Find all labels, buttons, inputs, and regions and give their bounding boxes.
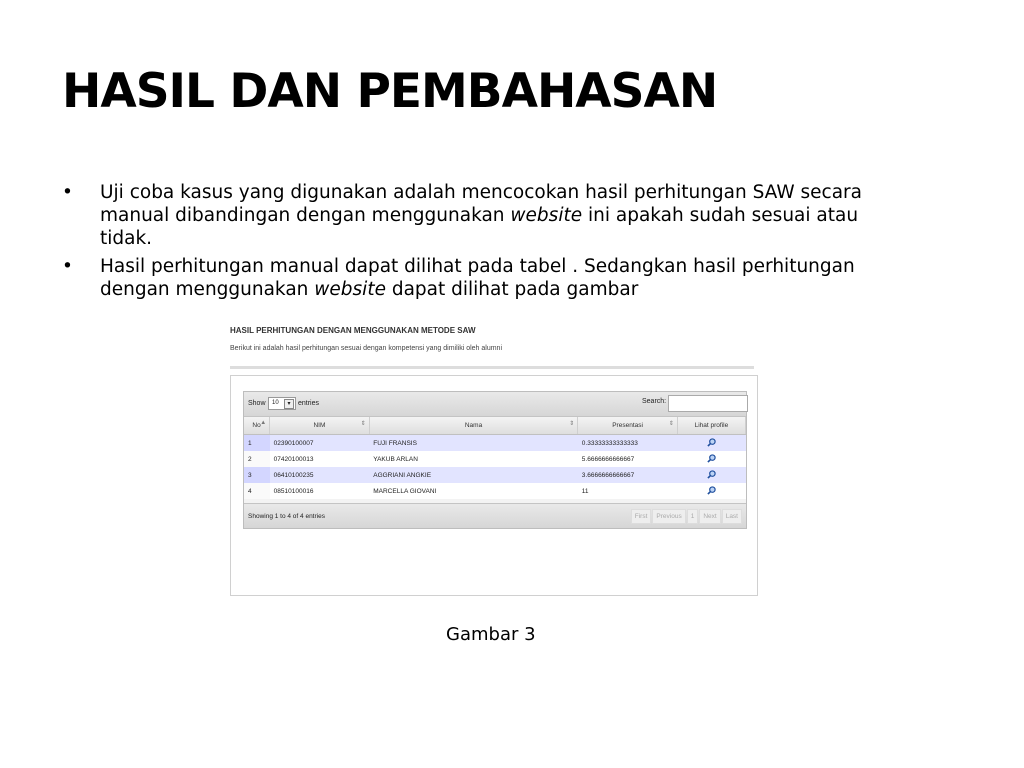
- table-footer: [244, 503, 746, 528]
- chevron-down-icon: ▾: [284, 399, 294, 409]
- bullet-emphasis: website: [510, 205, 583, 226]
- column-header-label: Presentasi: [612, 422, 643, 429]
- cell-presentasi: 5.6666666666667: [578, 451, 678, 467]
- sort-icon: ⇕: [360, 421, 366, 427]
- magnifier-icon[interactable]: [707, 454, 716, 463]
- search-input[interactable]: [668, 395, 748, 412]
- cell-profile: [677, 483, 745, 499]
- column-header-label: Nama: [464, 422, 483, 429]
- cell-no: 4: [244, 483, 270, 499]
- cell-nama: YAKUB ARLAN: [369, 451, 578, 467]
- figure-title: HASIL PERHITUNGAN DENGAN MENGGUNAKAN METODE SAW: [230, 326, 476, 335]
- cell-nim: 02390100007: [270, 435, 370, 452]
- column-header-lihat-profile[interactable]: [677, 417, 745, 435]
- sort-icon: ⇕: [668, 421, 674, 427]
- cell-nama: FUJI FRANSIS: [369, 435, 578, 452]
- results-table: [244, 417, 746, 499]
- bullet-item: [62, 255, 912, 301]
- cell-no: 1: [244, 435, 270, 452]
- cell-presentasi: 3.6666666666667: [578, 467, 678, 483]
- table-row: [244, 435, 746, 452]
- cell-nim: 06410100235: [270, 467, 370, 483]
- screenshot-figure: [228, 323, 758, 598]
- cell-nama: AGGRIANI ANGKIE: [369, 467, 578, 483]
- bullet-emphasis: website: [314, 279, 386, 300]
- bullet-clip: [62, 181, 912, 303]
- column-header-label: NIM: [313, 422, 326, 429]
- bullet-text: Hasil perhitungan manual dapat dilihat pada tabel . Sedangkan hasil perhitungan dengan menggunakan: [100, 256, 855, 300]
- bullet-text: dapat dilihat pada gambar: [385, 279, 639, 300]
- magnifier-icon[interactable]: [707, 438, 716, 447]
- bullet-text: Uji coba kasus yang digunakan adalah mencocokan hasil perhitungan SAW secara manual dibandingan dengan menggunakan: [100, 182, 862, 226]
- bullet-dot: •: [62, 182, 73, 203]
- show-label: Show: [248, 400, 266, 407]
- table-info: Showing 1 to 4 of 4 entries: [248, 513, 325, 520]
- pager-first-button[interactable]: First: [631, 509, 652, 524]
- table-toolbar: [244, 392, 746, 417]
- bullet-list: [62, 181, 912, 303]
- column-header-nama[interactable]: [369, 417, 578, 435]
- cell-profile: [677, 451, 745, 467]
- table-row: [244, 483, 746, 499]
- magnifier-icon[interactable]: [707, 486, 716, 495]
- content-panel: [230, 375, 758, 596]
- sort-icon: ⇕: [569, 421, 575, 427]
- data-table-wrapper: [243, 391, 747, 529]
- pager-next-button[interactable]: Next: [699, 509, 720, 524]
- cell-no: 3: [244, 467, 270, 483]
- pager-last-button[interactable]: Last: [722, 509, 742, 524]
- column-header-no[interactable]: [244, 417, 270, 435]
- entries-select-value: 10: [272, 400, 279, 406]
- cell-no: 2: [244, 451, 270, 467]
- search-label: Search:: [642, 398, 667, 405]
- figure-caption: Gambar 3: [446, 624, 536, 645]
- table-row: [244, 467, 746, 483]
- column-header-label: Lihat profile: [694, 422, 729, 429]
- bullet-item: [62, 181, 912, 250]
- cell-nim: 08510100016: [270, 483, 370, 499]
- cell-nama: MARCELLA GIOVANI: [369, 483, 578, 499]
- cell-profile: [677, 435, 745, 452]
- cell-profile: [677, 467, 745, 483]
- sort-asc-icon: ▲: [260, 420, 267, 426]
- cell-presentasi: 11: [578, 483, 678, 499]
- pager-previous-button[interactable]: Previous: [652, 509, 685, 524]
- cell-nim: 07420100013: [270, 451, 370, 467]
- column-header-nim[interactable]: [270, 417, 370, 435]
- table-header-row: [244, 417, 746, 435]
- column-header-presentasi[interactable]: [578, 417, 678, 435]
- bullet-dot: •: [62, 256, 73, 277]
- entries-label: entries: [298, 400, 320, 407]
- bullet-text: ini apakah sudah sesuai atau tidak.: [100, 205, 859, 249]
- entries-select[interactable]: [268, 397, 296, 410]
- slide-title: HASIL DAN PEMBAHASAN: [62, 64, 718, 119]
- magnifier-icon[interactable]: [707, 470, 716, 479]
- table-row: [244, 451, 746, 467]
- pager-page-1-button[interactable]: 1: [687, 509, 699, 524]
- column-header-label: No: [252, 422, 261, 429]
- cell-presentasi: 0.33333333333333: [578, 435, 678, 452]
- figure-subtitle: Berikut ini adalah hasil perhitungan sesuai dengan kompetensi yang dimiliki oleh alumni: [230, 345, 502, 352]
- pagination: [631, 509, 742, 524]
- divider: [230, 366, 754, 369]
